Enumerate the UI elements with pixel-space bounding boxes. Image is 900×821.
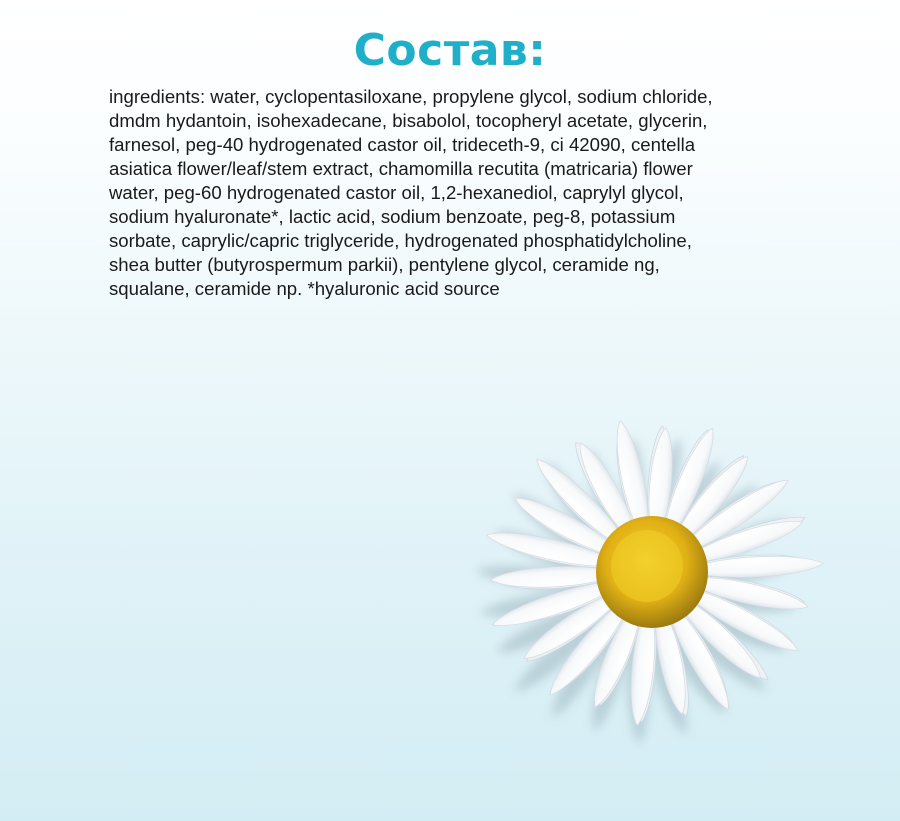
ingredients-line: sorbate, caprylic/capric triglyceride, hydrogenated phosphatidylcholine, (109, 230, 692, 251)
ingredients-line: squalane, ceramide np. *hyaluronic acid source (109, 278, 500, 299)
ingredients-line: shea butter (butyrospermum parkii), pentylene glycol, ceramide ng, (109, 254, 660, 275)
daisy-flower-icon (455, 420, 840, 760)
ingredients-line: dmdm hydantoin, isohexadecane, bisabolol, tocopheryl acetate, glycerin, (109, 110, 708, 131)
page-title: Состав: (353, 25, 547, 77)
ingredients-line: asiatica flower/leaf/stem extract, chamomilla recutita (matricaria) flower (109, 158, 693, 179)
ingredients-text (109, 85, 809, 301)
ingredients-line: ingredients: water, cyclopentasiloxane, propylene glycol, sodium chloride, (109, 86, 713, 107)
flower-center-highlight (611, 530, 683, 602)
ingredients-line: water, peg-60 hydrogenated castor oil, 1,2-hexanediol, caprylyl glycol, (109, 182, 684, 203)
ingredients-line: sodium hyaluronate*, lactic acid, sodium benzoate, peg-8, potassium (109, 206, 676, 227)
ingredients-line: farnesol, peg-40 hydrogenated castor oil, trideceth-9, ci 42090, centella (109, 134, 696, 155)
